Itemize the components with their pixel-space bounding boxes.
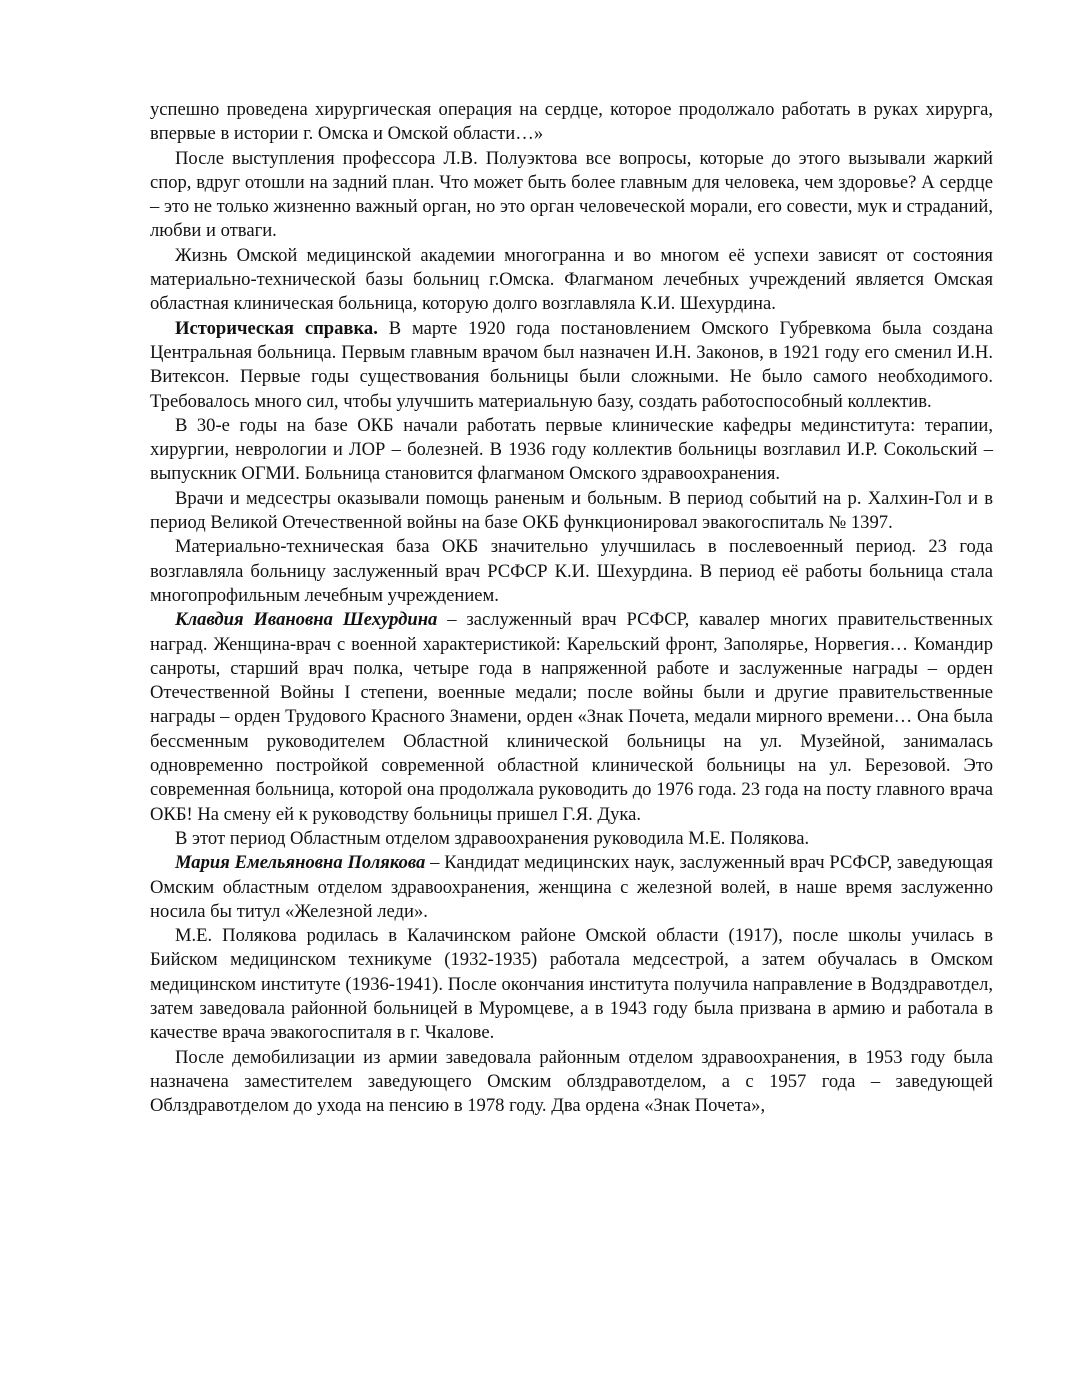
paragraph-text: Врачи и медсестры оказывали помощь раненым и больным. В период событий на р. Халхин-Гол и в период Великой Отечественной войны на базе ОКБ функционировал эвакогоспиталь № 1397. <box>150 487 993 534</box>
paragraph <box>150 1046 993 1119</box>
document-page <box>150 98 993 1118</box>
paragraph-lead-name: Клавдия Ивановна Шехурдина <box>175 609 438 631</box>
paragraph <box>150 244 993 317</box>
paragraph <box>150 147 993 244</box>
paragraph <box>150 535 993 608</box>
paragraph-biography-polyakova <box>150 851 993 924</box>
paragraph-lead-name: Мария Емельяновна Полякова <box>175 852 426 874</box>
paragraph <box>150 827 993 851</box>
paragraph <box>150 924 993 1045</box>
paragraph-text: После выступления профессора Л.В. Полуэктова все вопросы, которые до этого вызывали жаркий спор, вдруг отошли на задний план. Что может быть более главным для человека, чем здоровье? А сердце – это не только жизненно важный орган, но это орган человеческой морали, его совести, мук и страданий, любви и отваги. <box>150 147 993 242</box>
paragraph-text: В марте 1920 года постановлением Омского Губревкома была создана Центральная больница. Первым главным врачом был назначен И.Н. Законов, в 1921 году его сменил И.Н. Витексон. Первые годы существования больницы были сложными. Не было самого необходимого. Требовалось много сил, чтобы улучшить материальную базу, создать работоспособный коллектив. <box>150 317 993 412</box>
paragraph-text: В этот период Областным отделом здравоохранения руководила М.Е. Полякова. <box>175 827 810 849</box>
paragraph-historical-note <box>150 317 993 414</box>
paragraph-text: Материально-техническая база ОКБ значительно улучшилась в послевоенный период. 23 года возглавляла больницу заслуженный врач РСФСР К.И. Шехурдина. В период её работы больница стала многопрофильным лечебным учреждением. <box>150 536 993 606</box>
paragraph-text: М.Е. Полякова родилась в Калачинском районе Омской области (1917), после школы училась в Бийском медицинском техникуме (1932-1935) работала медсестрой, а затем обучалась в Омском медицинском институте (1936-1941). После окончания института получила направление в Водздравотдел, затем заведовала районной больницей в Муромцеве, а в 1943 году была призвана в армию и работала в качестве врача эвакогоспиталя в г. Чкалове. <box>150 925 993 1044</box>
paragraph-text: Жизнь Омской медицинской академии многогранна и во многом её успехи зависят от состояния материально-технической базы больниц г.Омска. Флагманом лечебных учреждений является Омская областная клиническая больница, которую долго возглавляла К.И. Шехурдина. <box>150 244 993 315</box>
paragraph-text: В 30-е годы на базе ОКБ начали работать первые клинические кафедры мединститута: терапии, хирургии, неврологии и ЛОР – болезней. В 1936 году коллектив больницы возглавил И.Р. Сокольский – выпускник ОГМИ. Больница становится флагманом Омского здравоохранения. <box>150 414 993 485</box>
paragraph-text: После демобилизации из армии заведовала районным отделом здравоохранения, в 1953 году была назначена заместителем заведующего Омским облздравотделом, а с 1957 года – заведующей Облздравотделом до ухода на пенсию в 1978 году. Два ордена «Знак Почета», <box>150 1046 993 1117</box>
paragraph-text: – Кандидат медицинских наук, заслуженный врач РСФСР, заведующая Омским областным отделом здравоохранения, женщина с железной волей, в наше время заслуженно носила бы титул «Железной леди». <box>150 852 993 922</box>
paragraph-lead-heading: Историческая справка. <box>175 317 378 339</box>
paragraph-biography-shekhurdina <box>150 608 993 827</box>
paragraph <box>150 487 993 536</box>
paragraph-continuation <box>150 98 993 147</box>
paragraph-text: – заслуженный врач РСФСР, кавалер многих правительственных наград. Женщина-врач с военной характеристикой: Карельский фронт, Заполярье, Норвегия… Командир санроты, старший врач полка, четыре года в напряженной работе и заслуженные награды – орден Отечественной Войны I степени, военные медали; после войны были и другие правительственные награды – орден Трудового Красного Знамени, орден «Знак Почета, медали мирного времени… Она была бессменным руководителем Областной клинической больницы на ул. Музейной, занималась одновременно постройкой современной областной клинической больницы на ул. Березовой. Это современная больница, которой она продолжала руководить до 1976 года. 23 года на посту главного врача ОКБ! На смену ей к руководству больницы пришел Г.Я. Дука. <box>150 609 993 825</box>
paragraph <box>150 414 993 487</box>
paragraph-text: успешно проведена хирургическая операция на сердце, которое продолжало работать в руках хирурга, впервые в истории г. Омска и Омской области…» <box>150 99 993 145</box>
